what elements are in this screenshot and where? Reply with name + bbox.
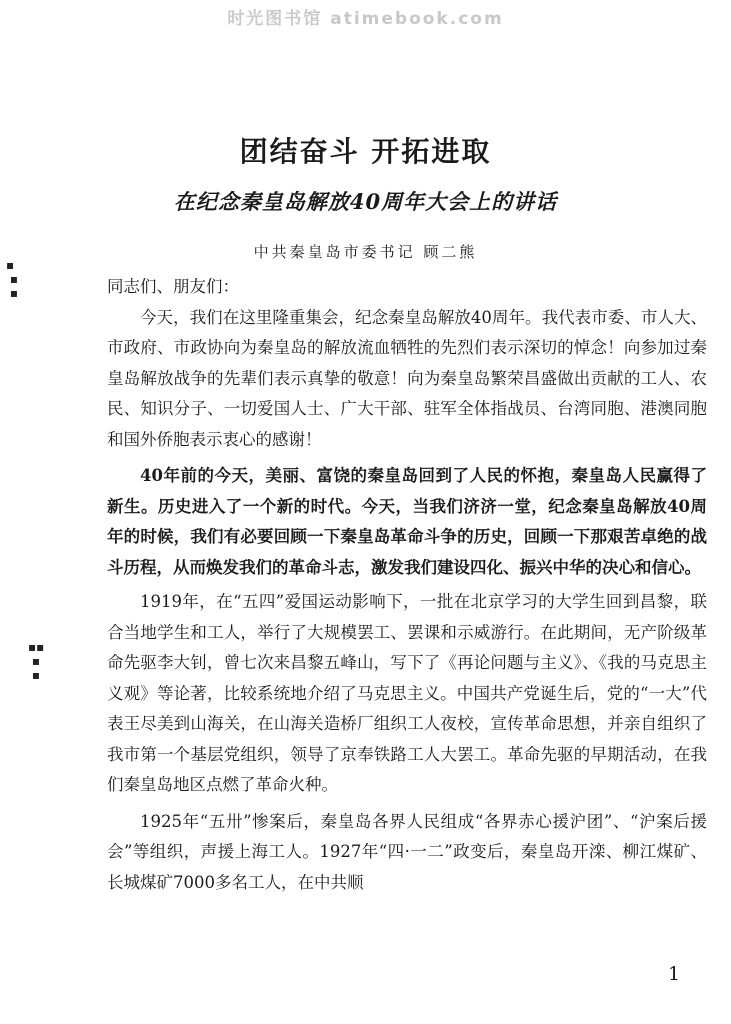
- paragraph-3: 1919年，在“五四”爱国运动影响下，一批在北京学习的大学生回到昌黎，联合当地学生和工人，举行了大规模罢工、罢课和示威游行。在此期间，无产阶级革命先驱李大钊，曾七次来昌黎五峰山，写下了《再论问题与主义》、《我的马克思主义观》等论著，比较系统地介绍了马克思主义。中国共产党诞生后，党的“一大”代表王尽美到山海关，在山海关造桥厂组织工人夜校，宣传革命思想，并亲自组织了我市第一个基层党组织，领导了京奉铁路工人大罢工。革命先驱的早期活动，在我们秦皇岛地区点燃了革命火种。: [107, 592, 707, 794]
- margin-mark-middle: ▪▪ ▪ ▪: [28, 640, 45, 682]
- paragraph-1: 今天，我们在这里隆重集会，纪念秦皇岛解放40周年。我代表市委、市人大、市政府、市政协向为秦皇岛的解放流血牺牲的先烈们表示深切的悼念！向参加过秦皇岛解放战争的先辈们表示真挚的敬意！向为秦皇岛繁荣昌盛做出贡献的工人、农民、知识分子、一切爱国人士、广大干部、驻军全体指战员、台湾同胞、港澳同胞和国外侨胞表示衷心的感谢！: [107, 307, 707, 449]
- page-subtitle: 在纪念秦皇岛解放40周年大会上的讲话: [173, 189, 558, 214]
- article-body: [107, 272, 707, 898]
- paragraph-4: 1925年“五卅”惨案后，秦皇岛各界人民组成“各界赤心援沪团”、“沪案后援会”等组织，声援上海工人。1927年“四·一二”政变后，秦皇岛开滦、柳江煤矿、长城煤矿7000多名工人，在中共顺: [107, 811, 707, 892]
- author-line: 中共秦皇岛市委书记 顾二熊: [253, 243, 478, 261]
- paragraph-2: 40年前的今天，美丽、富饶的秦皇岛回到了人民的怀抱，秦皇岛人民赢得了新生。历史进入了一个新的时代。今天，当我们济济一堂，纪念秦皇岛解放40周年的时候，我们有必要回顾一下秦皇岛革命斗争的历史，回顾一下那艰苦卓绝的战斗历程，从而焕发我们的革命斗志，激发我们建设四化、振兴中华的决心和信心。: [107, 466, 707, 577]
- margin-mark-top: ▪ ▪ ▪: [6, 258, 18, 300]
- salutation: 同志们、朋友们：: [107, 277, 239, 296]
- page-title: 团结奋斗 开拓进取: [239, 135, 492, 168]
- watermark: 时光图书馆 atimebook.com: [227, 9, 504, 29]
- page-number: 1: [668, 963, 681, 985]
